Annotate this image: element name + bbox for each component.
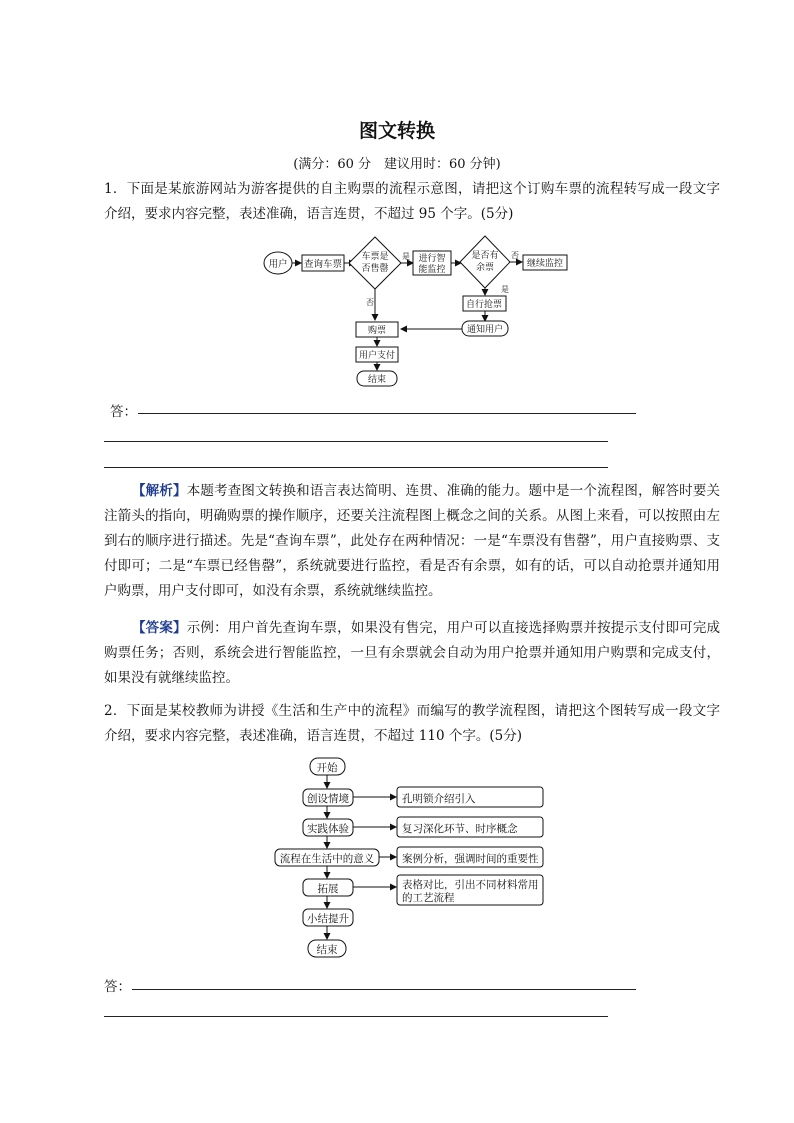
- label-grab: 自行抢票: [465, 300, 503, 310]
- label-end: 结束: [367, 375, 387, 385]
- label-step4: 拓展: [317, 883, 339, 895]
- label-monitor-a: 进行智: [418, 254, 446, 264]
- node-decision-remaining: [460, 236, 510, 288]
- label-note4b: 的工艺流程: [402, 892, 455, 904]
- label-no2: 否: [511, 251, 519, 260]
- answer-line: [104, 467, 608, 468]
- label-decision2-b: 余票: [475, 263, 495, 273]
- label-end-2: 结束: [316, 944, 338, 956]
- label-user: 用户: [268, 259, 288, 270]
- label-note3: 案例分析，强调时间的重要性: [402, 853, 539, 865]
- label-yes1: 是: [402, 252, 410, 261]
- label-decision1-b: 否售罄: [361, 264, 389, 274]
- label-note1: 孔明锁介绍引入: [402, 793, 476, 805]
- answer-tag: 【答案】: [132, 620, 187, 636]
- label-step5: 小结提升: [307, 913, 349, 925]
- node-decision-sold-out: [349, 237, 401, 289]
- page-subtitle: (满分：60 分 建议用时：60 分钟): [293, 157, 501, 172]
- label-continue: 继续监控: [526, 259, 564, 269]
- page-title: 图文转换: [358, 120, 435, 142]
- label-pay: 用户支付: [358, 351, 396, 361]
- label-step1: 创设情境: [307, 793, 349, 805]
- label-step2: 实践体验: [307, 823, 349, 835]
- label-notify: 通知用户: [466, 325, 504, 335]
- label-note2: 复习深化环节、时序概念: [402, 823, 518, 835]
- answer-label-2: 答：: [104, 979, 131, 995]
- answer-label-1: 答：: [110, 404, 137, 420]
- answer-line: [138, 413, 636, 414]
- label-note4a: 表格对比，引出不同材料常用: [402, 879, 539, 891]
- ticket-flowchart: [262, 234, 592, 390]
- answer-paragraph: [104, 616, 720, 691]
- analysis-paragraph: [104, 479, 720, 604]
- label-monitor-b: 能监控: [418, 265, 446, 275]
- question-1-prompt: 1．下面是某旅游网站为游客提供的自主购票的流程示意图，请把这个订购车票的流程转写成一段文字介绍，要求内容完整，表述准确，语言连贯，不超过 95 个字。(5分): [104, 181, 720, 222]
- label-yes2: 是: [501, 285, 509, 294]
- answer-line: [104, 441, 608, 442]
- answer-line: [104, 1016, 608, 1017]
- answer-line: [132, 989, 636, 990]
- label-step3: 流程在生活中的意义: [279, 853, 375, 865]
- analysis-text: 本题考查图文转换和语言表达简明、连贯、准确的能力。题中是一个流程图，解答时要关注箭头的指向，明确购票的操作顺序，还要关注流程图上概念之间的关系。从图上来看，可以按照由左到右的顺序进行描述。先是“查询车票”，此处存在两种情况：一是“车票没有售罄”，用户直接购票、支付即可；二是“车票已经售罄”，系统就要进行监控，看是否有余票，如有的话，可以自动抢票并通知用户购票，用户支付即可，如没有余票，系统就继续监控。: [104, 483, 721, 599]
- label-no1: 否: [366, 298, 374, 307]
- teaching-flowchart: [270, 754, 550, 962]
- label-decision1-a: 车票是: [361, 252, 389, 262]
- label-start: 开始: [316, 762, 338, 774]
- question-2-prompt: 2．下面是某校教师为讲授《生活和生产中的流程》而编写的教学流程图，请把这个图转写成一段文字介绍，要求内容完整，表述准确，语言连贯，不超过 110 个字。(5分): [104, 703, 720, 744]
- analysis-tag: 【解析】: [132, 483, 187, 499]
- label-query: 查询车票: [303, 259, 343, 270]
- answer-text: 示例：用户首先查询车票，如果没有售完，用户可以直接选择购票并按提示支付即可完成购票任务；否则，系统会进行智能监控，一旦有余票就会自动为用户抢票并通知用户购票和完成支付，如果没有就继续监控。: [104, 620, 721, 686]
- label-buy: 购票: [367, 326, 387, 336]
- label-decision2-a: 是否有: [471, 251, 499, 261]
